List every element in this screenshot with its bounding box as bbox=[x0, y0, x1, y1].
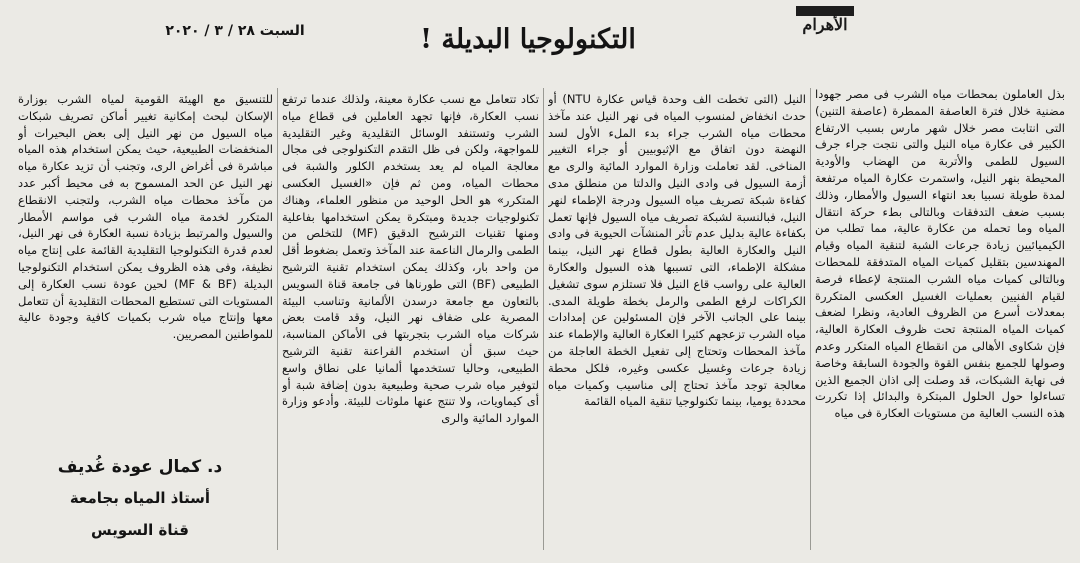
al-ahram-logo bbox=[794, 6, 858, 36]
column-divider bbox=[277, 88, 278, 550]
column-text: للتنسيق مع الهيئة القومية لمياه الشرب بوزارة الإسكان لبحث إمكانية تغيير أماكن تصريف شبكات مياه السيول من نهر النيل إلى بعض البحيرات أو المنخفضات الطبيعية، حيث يمكن استخدام هذه المياه مباشرة فى أغراض الرى، وتجنب أن تزيد عكارة مياه نهر النيل عن الحد المسموح به فى محيط أكبر عدد من مآخذ محطات مياه الشرب، ولتجنب الانقطاع المتكرر لخدمة مياه الشرب فى مواسم الأمطار والسيول والمرتبط بزيادة نسبة العكارة فى نهر النيل، لعدم قدرة التكنولوجيا التقليدية القائمة على إنتاج مياه نظيفة، وفى هذه الظروف يمكن استخدام التكنولوجيا البديلة (MF & BF) لحين عودة نسب العكارة إلى المستويات التى تستطيع المحطات التقليدية أن تتعامل معها وإنتاج مياه شرب بكميات كافية وجودة عالية للمواطنين المصريين. bbox=[18, 92, 273, 342]
column-text: بذل العاملون بمحطات مياه الشرب فى مصر جهودا مضنية خلال فترة العاصفة الممطرة (عاصفة التنين) التى انتابت مصر خلال شهر مارس بسبب الارتفاع الكبير فى عكارة مياه النيل والتى نتجت جراء جرف السيول للطمى والأتربة من الهضاب والأودية المحيطة بنهر النيل، واستمرت عكارة المياه مرتفعة لمدة طويلة نسبيا بعد انتهاء السيول والأمطار، وذلك بسبب ضعف التدفقات وبالتالى بطء حركة انتقال المياه وما تحمله من عكارة عالية، مما تطلب من الكيميائيين زيادة جرعات الشبة لتنقية المياه وقيام المهندسين بتقليل كميات المياه المتدفقة للمحطات وبالتالى كميات مياه الشرب المنتجة لإعطاء فرصة لقيام الفنيين بعمليات الغسيل العكسى المتكررة بمعدلات أسرع من الظروف العادية، ونظرا لضعف كميات المياه المنتجة تحت ظروف العكارة العالية، فإن شكاوى الأهالى من انقطاع المياه المتكرر وعدم وصولها للجميع بنفس القوة والجودة السابقة وخاصة فى نهاية الشبكات، قد وصلت إلى اذان الجميع الذين تساءلوا حول الحلول المبتكرة والبدائل إذا تكررت هذه النسب العالية من مستويات العكارة فى مياه bbox=[815, 87, 1065, 421]
article-date: السبت ٢٨ / ٣ / ٢٠٢٠ bbox=[165, 23, 305, 39]
article-column-4 bbox=[18, 91, 273, 346]
article-column-3 bbox=[282, 91, 539, 561]
author-name: د. كمال عودة غُديف bbox=[57, 457, 223, 477]
column-divider bbox=[543, 88, 544, 550]
author-signature bbox=[20, 452, 260, 552]
article-column-2 bbox=[548, 91, 806, 561]
author-university: قناة السويس bbox=[91, 521, 189, 539]
article-column-1 bbox=[815, 86, 1065, 556]
article-headline: التكنولوجيا البديلة ! bbox=[420, 24, 636, 55]
column-divider bbox=[810, 88, 811, 550]
logo-text: الأهرام bbox=[802, 15, 848, 34]
column-text: تكاد تتعامل مع نسب عكارة معينة، ولذلك عندما ترتفع نسب العكارة، فإنها تجهد العاملين فى قطاع مياه الشرب وتستنفد الوسائل التقليدية وغير التقليدية للمواجهة، ولكن فى ظل التقدم التكنولوجى فى مجال معالجة المياه لم يعد يستخدم الكلور والشبة فى محطات المياه، ومن ثم فإن «الغسيل العكسى المتكرر» هو الحل الوحيد من منظور العلماء، وهناك تكنولوجيات جديدة ومبتكرة يمكن استخدامها بفاعلية ومنها تقنيات الترشيح الدقيق (MF) للتخلص من الطمى والرمال الناعمة عند المآخذ وتعمل بضغوط أقل من واحد بار، وكذلك يمكن استخدام تقنية الترشيح الطبيعى (BF) التى طورناها فى جامعة قناة السويس بالتعاون مع جامعة درسدن الألمانية وتناسب البيئة المصرية على ضفاف نهر النيل، وقد قامت بعض شركات مياه الشرب بتجربتها فى الأماكن المناسبة، حيث سبق أن استخدم الفراعنة تقنية الترشيح الطبيعى، وحاليا تستخدمها ألمانيا على نطاق واسع لتوفير مياه شرب صحية وطبيعية بدون إضافة شبة أو أى كيماويات، ولا تنتج عنها ملوثات للبيئة. وأدعو وزارة الموارد المائية والرى bbox=[282, 92, 539, 426]
author-title: أستاذ المياه بجامعة bbox=[69, 489, 211, 507]
column-text: النيل (التى تخطت الف وحدة قياس عكارة NTU) أو حدث انخفاض لمنسوب المياه فى نهر النيل عند مآخذ محطات مياه الشرب جراء بدء الملء الأول لسد النهضة دون اتفاق مع الإثيوبيين أو جراء التغيير المناخى. لقد تعاملت وزارة الموارد المائية والرى مع أزمة السيول فى وادى النيل والدلتا من منطلق مدى كفاءة شبكة تصريف مياه السيول ودرجة الإطماء لنهر النيل، فبالنسبة لشبكة تصريف مياه السيول فإنها تعمل بكفاءة عالية بدليل عدم تأثر المنشآت الحيوية فى وادى النيل والعكارة العالية بطول قطاع نهر النيل، بينما مشكلة الإطماء، التى تسببها هذه السيول والعكارة العالية على رواسب قاع النيل فلا تستلزم سوى تشغيل الكراكات لرفع الطمى والرمل بخطة طويلة المدى. بينما على الجانب الآخر فإن المسئولين عن إمدادات مياه الشرب تزعجهم كثيرا العكارة العالية والإطماء عند مآخذ المحطات وتحتاج إلى تفعيل الخطة العاجلة من زيادة جرعات وغسيل عكسى وغيره، فلكل محطة معالجة توجد مآخذ تحتاج إلى مناسيب وكميات مياه محددة يوميا، بينما تكنولوجيا تنقية المياه القائمة bbox=[548, 92, 806, 409]
